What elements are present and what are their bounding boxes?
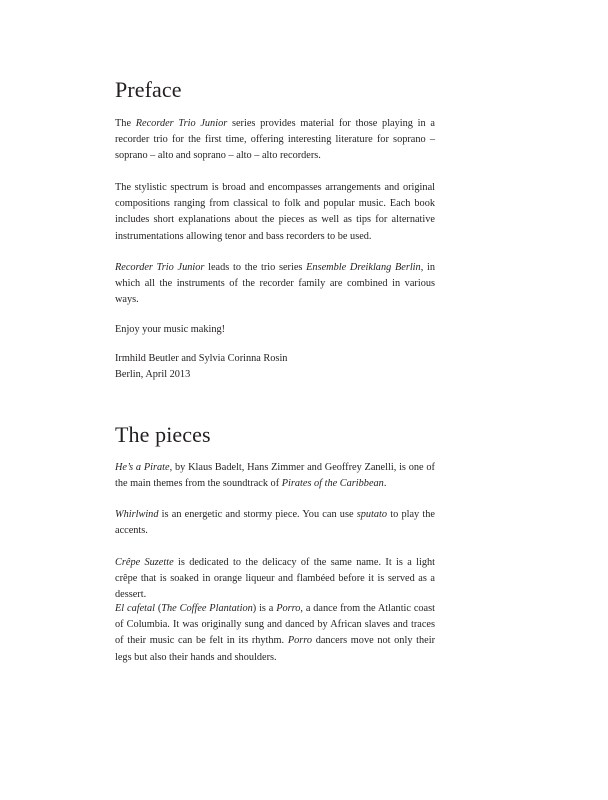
pieces-paragraph-whirlwind: Whirlwind is an energetic and stormy piece. You can use sputato to play the accents. [115,509,435,537]
pieces-paragraph-el-cafetal: El cafetal (The Coffee Plantation) is a Porro, a dance from the Atlantic coast of Columbia. It was originally sung and danced by African slaves and traces of their music can be felt in its rhythm. Porro dancers move not only their legs but also their hands and shoulders. [115,603,436,663]
preface-authors: Irmhild Beutler and Sylvia Corinna Rosin [115,353,288,364]
preface-paragraph-1: The Recorder Trio Junior series provides material for those playing in a recorder trio for the first time, offering interesting literature for soprano – soprano – alto and soprano – alto – alto recorders. [115,118,435,162]
pieces-heading: The pieces [115,422,211,447]
pieces-paragraph-pirate: He’s a Pirate, by Klaus Badelt, Hans Zimmer and Geoffrey Zanelli, is one of the main themes from the soundtrack of Pirates of the Caribbean. [115,462,435,490]
pieces-paragraph-crepe-suzette: Crêpe Suzette is dedicated to the delicacy of the same name. It is a light crêpe that is soaked in orange liqueur and flambéed before it is served as a dessert. [115,557,436,601]
preface-closing: Enjoy your music making! [115,324,226,335]
preface-paragraph-2: The stylistic spectrum is broad and encompasses arrangements and original compositions ranging from classical to folk and popular music. Each book includes short explanations about the pieces as well as tips for alternative instrumentations allowing tenor and bass recorders to be used. [115,182,435,242]
preface-paragraph-3: Recorder Trio Junior leads to the trio series Ensemble Dreiklang Berlin, in which all the instruments of the recorder family are combined in various ways. [115,262,435,306]
preface-heading: Preface [115,77,182,102]
preface-place-date: Berlin, April 2013 [115,369,191,380]
